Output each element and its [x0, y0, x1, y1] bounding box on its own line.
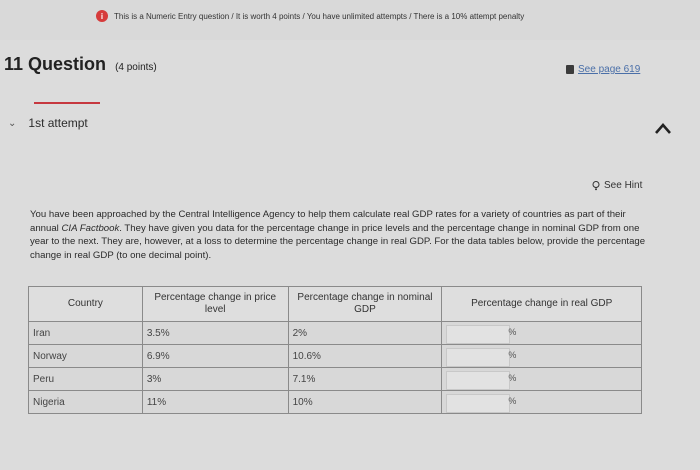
percent-unit: %	[508, 396, 517, 406]
question-title	[4, 54, 157, 75]
country-cell: Norway	[29, 345, 143, 368]
country-cell: Peru	[29, 368, 143, 391]
table-row	[29, 368, 642, 391]
chevron-down-icon: ⌄	[8, 117, 17, 129]
book-icon	[566, 65, 574, 74]
data-table	[28, 286, 642, 414]
see-page-label: See page 619	[578, 64, 641, 75]
header-country: Country	[29, 287, 143, 322]
info-icon: i	[96, 10, 108, 22]
question-number-label: 11 Question	[4, 54, 107, 74]
see-hint-label: See Hint	[604, 180, 643, 191]
country-cell: Nigeria	[29, 391, 143, 414]
percent-unit: %	[508, 350, 517, 360]
table-row	[29, 391, 642, 414]
lightbulb-icon	[592, 181, 600, 191]
percent-unit: %	[508, 373, 517, 383]
real-gdp-cell	[442, 368, 642, 391]
nominal-cell: 10.6%	[288, 345, 442, 368]
real-gdp-cell	[442, 391, 642, 414]
prompt-text-part2: . They have given you data for the percentage change in price levels and the percentage change in nominal GDP from one year to the next. They are, however, at a loss to determine the percentage change in real GDP. For the data tables below, provide the percentage change in real GDP (to one decimal point).	[30, 222, 646, 261]
header-real-gdp: Percentage change in real GDP	[442, 287, 642, 322]
nominal-cell: 2%	[288, 322, 442, 345]
real-gdp-input[interactable]	[446, 371, 510, 390]
real-gdp-input[interactable]	[446, 325, 510, 344]
price-cell: 3.5%	[142, 322, 288, 345]
nominal-cell: 7.1%	[288, 368, 442, 391]
header-nominal-gdp: Percentage change in nominal GDP	[288, 287, 442, 322]
attempt-toggle[interactable]	[8, 116, 88, 130]
real-gdp-cell	[442, 322, 642, 345]
price-cell: 6.9%	[142, 345, 288, 368]
country-cell: Iran	[29, 322, 143, 345]
table-row	[29, 345, 642, 368]
see-hint-button[interactable]	[592, 180, 642, 191]
banner-text: This is a Numeric Entry question / It is worth 4 points / You have unlimited attempts / There is a 10% attempt penalty	[114, 11, 525, 21]
table-row	[29, 322, 642, 345]
price-cell: 11%	[142, 391, 288, 414]
price-cell: 3%	[142, 368, 288, 391]
attempt-underline	[34, 102, 100, 104]
real-gdp-input[interactable]	[446, 394, 510, 413]
header-price-level: Percentage change in price level	[142, 287, 288, 322]
see-page-link[interactable]	[566, 64, 640, 75]
nominal-cell: 10%	[288, 391, 442, 414]
percent-unit: %	[508, 327, 517, 337]
question-prompt	[30, 208, 646, 262]
prompt-text-part1: You have been approached by the Central Intelligence Agency to help them calculate real GDP rates for a variety of countries as part of their annual	[30, 209, 626, 234]
question-info-banner	[0, 0, 700, 40]
attempt-label: 1st attempt	[28, 116, 88, 130]
real-gdp-cell	[442, 345, 642, 368]
collapse-arrow-icon[interactable]	[654, 122, 672, 136]
real-gdp-input[interactable]	[446, 348, 510, 367]
prompt-italic: CIA Factbook	[61, 222, 120, 234]
question-points: (4 points)	[115, 62, 157, 73]
